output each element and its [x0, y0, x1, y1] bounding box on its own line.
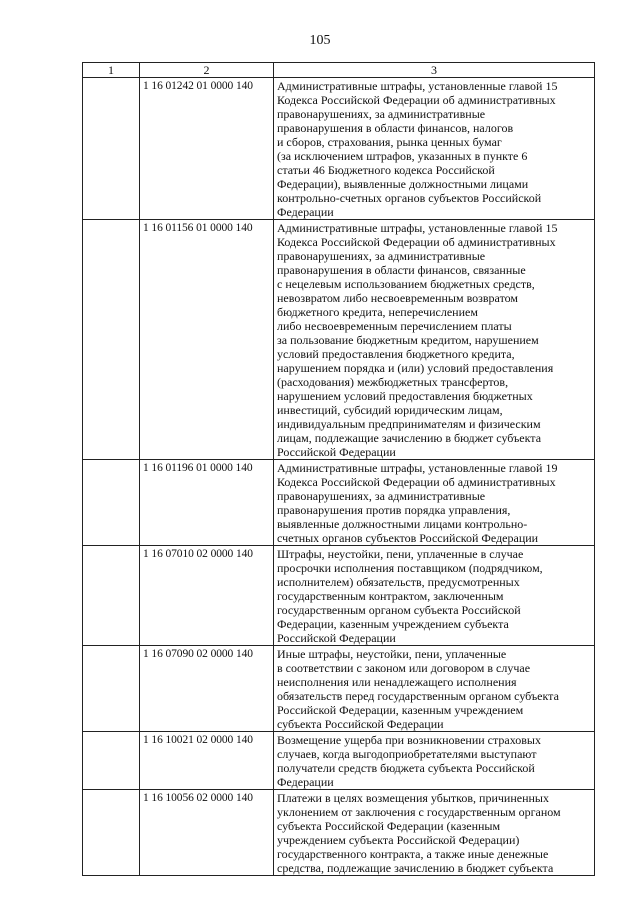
- description-line: правонарушения в области финансов, связанные: [277, 263, 526, 277]
- description-cell: [274, 78, 595, 220]
- description-line: Российской Федерации: [277, 631, 396, 645]
- description-line: либо несвоевременным перечислением платы: [277, 319, 512, 333]
- description-line: невозвратом либо несвоевременным возвратом: [277, 291, 519, 305]
- description-line: инвестиций, субсидий юридическим лицам,: [277, 403, 503, 417]
- description-cell: [274, 220, 595, 460]
- description-line: Российской Федерации, казенным учреждением: [277, 703, 524, 717]
- description-line: (за исключением штрафов, указанных в пункте 6: [277, 149, 528, 163]
- budget-code-cell: 1 16 07090 02 0000 140: [140, 646, 274, 732]
- description-line: Платежи в целях возмещения убытков, причиненных: [277, 791, 549, 805]
- table-row: [83, 220, 595, 460]
- table-row: [83, 546, 595, 646]
- description-line: бюджетного кредита, неперечислением: [277, 305, 478, 319]
- description-line: неисполнения или ненадлежащего исполнения: [277, 675, 517, 689]
- description-line: Федерации: [277, 775, 334, 789]
- description-line: субъекта Российской Федерации: [277, 717, 444, 731]
- column-header-1: 1: [83, 63, 140, 78]
- description-line: государственного контракта, а также иные денежные: [277, 847, 549, 861]
- description-line: правонарушениях, за административные: [277, 107, 486, 121]
- description-line: Кодекса Российской Федерации об административных: [277, 235, 556, 249]
- description-line: счетных органов субъектов Российской Федерации: [277, 531, 539, 545]
- row-number-cell: [83, 78, 140, 220]
- budget-code-cell: 1 16 01156 01 0000 140: [140, 220, 274, 460]
- description-cell: [274, 790, 595, 876]
- description-line: в соответствии с законом или договором в случае: [277, 661, 531, 675]
- description-line: получатели средств бюджета субъекта Российской: [277, 761, 535, 775]
- description-line: лицам, подлежащие зачислению в бюджет субъекта: [277, 431, 542, 445]
- description-line: Кодекса Российской Федерации об административных: [277, 475, 556, 489]
- description-line: Кодекса Российской Федерации об административных: [277, 93, 556, 107]
- description-cell: [274, 460, 595, 546]
- budget-codes-table: [82, 62, 595, 876]
- row-number-cell: [83, 732, 140, 790]
- table-row: [83, 460, 595, 546]
- description-line: и сборов, страхования, рынка ценных бумаг: [277, 135, 502, 149]
- budget-code-cell: 1 16 07010 02 0000 140: [140, 546, 274, 646]
- description-line: Федерации, казенным учреждением субъекта: [277, 617, 509, 631]
- description-cell: [274, 646, 595, 732]
- budget-code-cell: 1 16 01196 01 0000 140: [140, 460, 274, 546]
- description-line: правонарушения против порядка управления,: [277, 503, 511, 517]
- description-line: Российской Федерации: [277, 445, 396, 459]
- table-row: [83, 732, 595, 790]
- description-line: за пользование бюджетным кредитом, нарушением: [277, 333, 539, 347]
- description-line: Иные штрафы, неустойки, пени, уплаченные: [277, 647, 507, 661]
- description-line: случаев, когда выгодоприобретателями выступают: [277, 747, 537, 761]
- description-line: Федерации), выявленные должностными лицами: [277, 177, 529, 191]
- description-line: правонарушения в области финансов, налогов: [277, 121, 514, 135]
- description-line: государственным органом субъекта Российской: [277, 603, 521, 617]
- column-header-3: 3: [274, 63, 595, 78]
- column-header-2: 2: [140, 63, 274, 78]
- description-line: правонарушениях, за административные: [277, 489, 486, 503]
- page-number: 105: [309, 33, 331, 48]
- description-line: государственным контрактом, заключенным: [277, 589, 504, 603]
- description-line: правонарушениях, за административные: [277, 249, 486, 263]
- budget-code-cell: 1 16 10056 02 0000 140: [140, 790, 274, 876]
- description-line: контрольно-счетных органов субъектов Российской: [277, 191, 542, 205]
- description-line: Штрафы, неустойки, пени, уплаченные в случае: [277, 547, 524, 561]
- description-cell: [274, 732, 595, 790]
- table-row: [83, 78, 595, 220]
- row-number-cell: [83, 546, 140, 646]
- description-line: условий предоставления бюджетного кредита,: [277, 347, 515, 361]
- row-number-cell: [83, 646, 140, 732]
- description-line: с нецелевым использованием бюджетных средств,: [277, 277, 535, 291]
- budget-code-cell: 1 16 01242 01 0000 140: [140, 78, 274, 220]
- description-line: просрочки исполнения поставщиком (подрядчиком,: [277, 561, 543, 575]
- description-cell: [274, 546, 595, 646]
- row-number-cell: [83, 460, 140, 546]
- description-line: Административные штрафы, установленные главой 15: [277, 221, 558, 235]
- description-line: субъекта Российской Федерации (казенным: [277, 819, 501, 833]
- table-row: [83, 790, 595, 876]
- description-line: выявленные должностными лицами контрольно-: [277, 517, 528, 531]
- description-line: уклонением от заключения с государственным органом: [277, 805, 561, 819]
- row-number-cell: [83, 220, 140, 460]
- description-line: учреждением субъекта Российской Федерации): [277, 833, 520, 847]
- description-line: Административные штрафы, установленные главой 15: [277, 79, 558, 93]
- description-line: Федерации: [277, 205, 334, 219]
- description-line: нарушением порядка и (или) условий предоставления: [277, 361, 554, 375]
- description-line: Возмещение ущерба при возникновении страховых: [277, 733, 541, 747]
- description-line: Административные штрафы, установленные главой 19: [277, 461, 558, 475]
- table-row: [83, 646, 595, 732]
- description-line: (расходования) межбюджетных трансфертов,: [277, 375, 509, 389]
- description-line: средства, подлежащие зачислению в бюджет субъекта: [277, 861, 554, 875]
- budget-code-cell: 1 16 10021 02 0000 140: [140, 732, 274, 790]
- description-line: индивидуальным предпринимателям и физическим: [277, 417, 541, 431]
- table-header-row: [83, 63, 595, 78]
- description-line: исполнителем) обязательств, предусмотренных: [277, 575, 520, 589]
- row-number-cell: [83, 790, 140, 876]
- description-line: нарушением условий предоставления бюджетных: [277, 389, 533, 403]
- description-line: статьи 46 Бюджетного кодекса Российской: [277, 163, 495, 177]
- description-line: обязательств перед государственным органом субъекта: [277, 689, 559, 703]
